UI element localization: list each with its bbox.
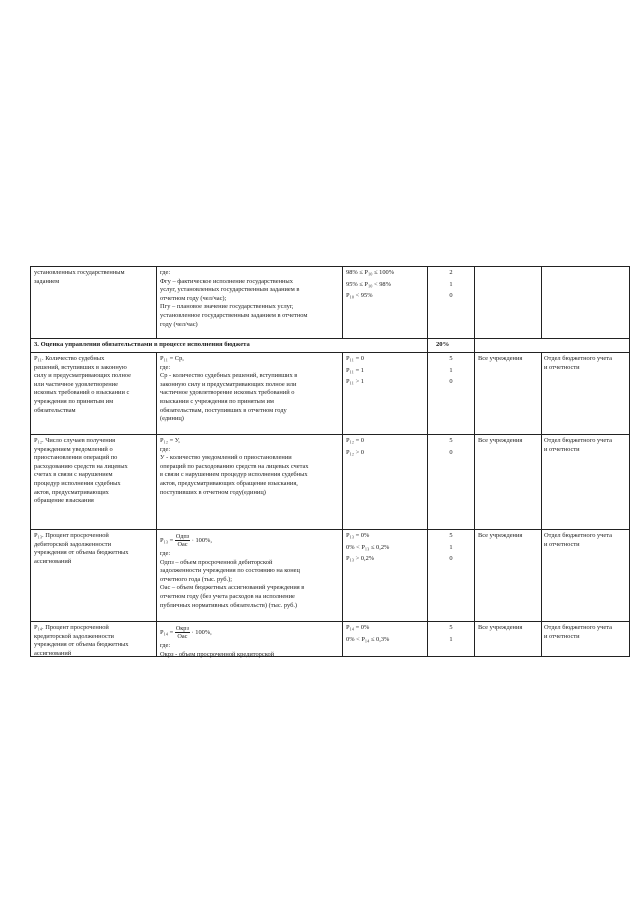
scope-cell: Все учреждения [478, 355, 523, 362]
indicator-cell: Р₁₂. Число случаев получения учреждением уведомлений о приостановлении операций по расходованию средств на лицевых счетах в связи с нарушением процедур исполнения судебных актов, предусматривающих обращение взыскания [34, 437, 128, 505]
formula-cell: где: Фгу – фактическое исполнение государственных услуг, установленных государственным заданием в отчетном году (чел/час); Пгу – плановое значение государственных услуг, установленное государственным заданием в отчетном году (чел/час) [160, 269, 308, 328]
table-row [31, 529, 629, 622]
indicator-cell: Р₁₄. Процент просроченной кредиторской задолженности учреждения от объема бюджетных ассигнований [34, 624, 129, 657]
score-cell: 5 0 [449, 437, 453, 456]
scope-cell: Все учреждения [478, 532, 523, 539]
formula-cell: Р₁₁ = Ср, где: Ср - количество судебных решений, вступивших в законную силу и предусматривающих полное или частичное удовлетворение исковых требований о взыскании с учреждения по принятым им обязательствам, поступивших в отчетном году (единиц) [160, 355, 298, 423]
score-cell: 5 1 [449, 624, 453, 643]
responsible-cell: Отдел бюджетного учета и отчетности [544, 355, 612, 371]
indicator-cell: Р₁₃. Процент просроченной дебиторской задолженности учреждения от объема бюджетных ассигнований [34, 532, 129, 565]
condition-cell: Р₁₃ = 0% 0% < Р₁₃ ≤ 0,2% Р₁₃ > 0,2% [346, 532, 390, 563]
formula-cell: Р₁₃ = $\frac{\text{Одпз}}{\text{Оас}}$ · 100%, где: Одпз – объем просроченной дебиторской задолженности учреждения по состоянию на конец отчетного года (тыс. руб.); Оас – объем бюджетных ассигнований учреждения в отчетном году (без учета расходов на исполнение публичных нормативных обязательств) (тыс. руб.) [160, 532, 340, 610]
score-cell: 2 1 0 [449, 269, 453, 300]
table-row [31, 266, 629, 339]
score-cell: 5 1 0 [449, 355, 453, 386]
condition-cell: Р₁₂ = 0 Р₁₂ > 0 [346, 437, 365, 456]
fraction: $\frac{\text{Окрз}}{\text{Оас}}$ [175, 625, 189, 640]
indicator-cell: установленных государственным заданием [34, 269, 125, 285]
scope-cell: Все учреждения [478, 624, 523, 631]
scope-cell: Все учреждения [478, 437, 523, 444]
condition-cell: 98% ≤ Р₁₀ ≤ 100% 95% ≤ Р₁₀ < 98% Р₁₀ < 95% [346, 269, 395, 300]
indicator-cell: Р₁₁. Количество судебных решений, вступивших в законную силу и предусматривающих полное или частичное удовлетворение исковых требований о взыскании с учреждения по принятым им обязательствам [34, 355, 131, 414]
table-row [31, 434, 629, 530]
formula: Р₁₄ = $\frac{\text{Окрз}}{\text{Оас}}$ · 100%, [160, 625, 212, 640]
formula-cell: Р₁₄ = $\frac{\text{Окрз}}{\text{Оас}}$ · 100%, где: Окрз - объем просроченной кредиторской [160, 624, 340, 659]
condition-cell: Р₁₄ = 0% 0% < Р₁₄ ≤ 0,3% [346, 624, 390, 643]
responsible-cell: Отдел бюджетного учета и отчетности [544, 624, 612, 640]
formula: Р₁₃ = $\frac{\text{Одпз}}{\text{Оас}}$ · 100%, [160, 533, 212, 548]
indicators-table [30, 266, 630, 657]
table-row [31, 352, 629, 435]
section-title: 3. Оценка управления обязательствами в процессе исполнения бюджета [34, 341, 250, 348]
score-cell: 5 1 0 [449, 532, 453, 563]
section-row [31, 338, 629, 353]
table-row [31, 621, 629, 657]
responsible-cell: Отдел бюджетного учета и отчетности [544, 532, 612, 548]
section-weight: 20% [436, 341, 450, 348]
formula-cell: Р₁₂ = У, где: У - количество уведомлений о приостановлении операций по расходованию средств на лицевых счетах в связи с нарушением процедур исполнения судебных актов, предусматривающих обращение взыскания, поступивших в отчетном году(единиц) [160, 437, 309, 496]
fraction: $\frac{\text{Одпз}}{\text{Оас}}$ [175, 533, 190, 548]
responsible-cell: Отдел бюджетного учета и отчетности [544, 437, 612, 453]
condition-cell: Р₁₁ = 0 Р₁₁ = 1 Р₁₁ > 1 [346, 355, 365, 386]
